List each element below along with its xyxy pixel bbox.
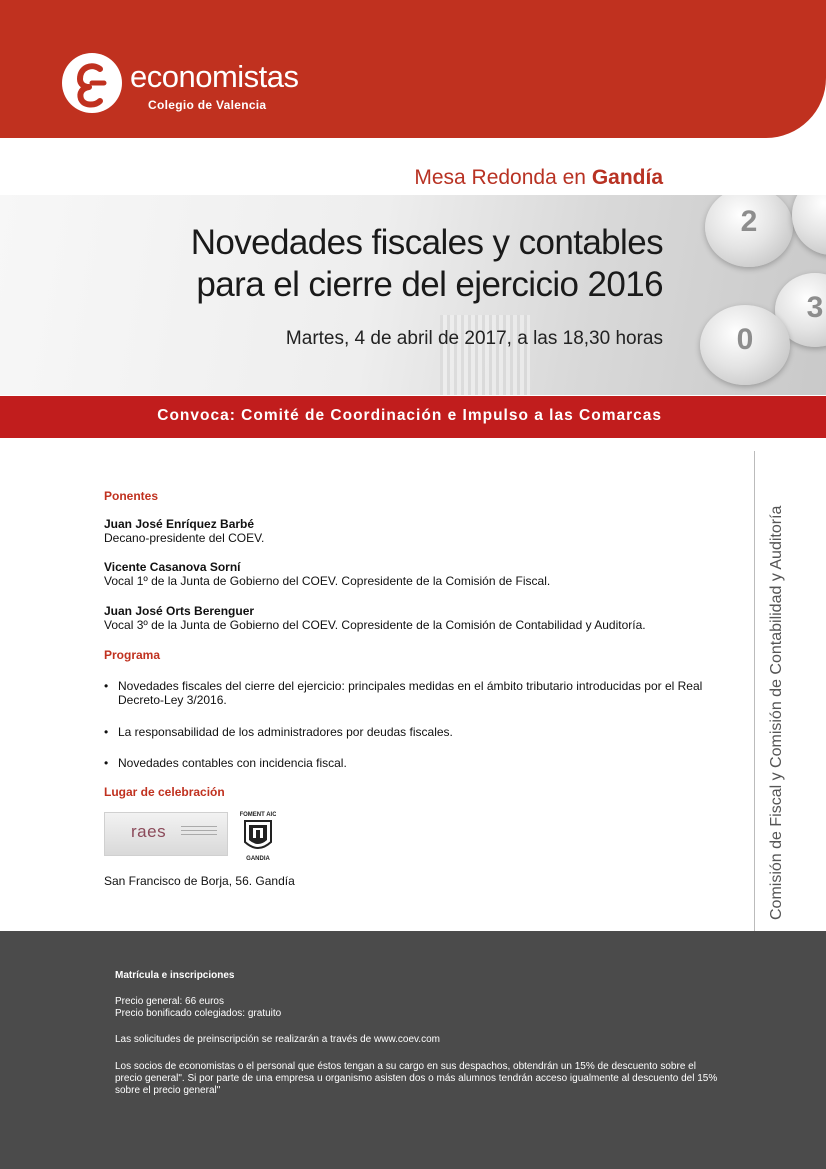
- brand-subtitle: Colegio de Valencia: [148, 98, 267, 112]
- event-title-line-1: Novedades fiscales y contables: [190, 223, 663, 262]
- raes-logo: [104, 812, 228, 856]
- lugar-heading: Lugar de celebración: [104, 785, 225, 799]
- programa-item: • Novedades fiscales del cierre del ejercicio: principales medidas en el ámbito tributario introducidas por el Real Decreto-Ley 3/2016.: [104, 679, 728, 707]
- footer-panel: [0, 931, 826, 1169]
- venue-address: San Francisco de Borja, 56. Gandía: [104, 874, 295, 888]
- raes-logo-text: raes: [131, 822, 167, 841]
- brand-name: economistas: [130, 59, 299, 94]
- event-type: [414, 166, 663, 190]
- programa-item: • Novedades contables con incidencia fiscal.: [104, 756, 728, 770]
- convoca-banner: [0, 396, 826, 438]
- footer-price-general: Precio general: 66 euros: [115, 996, 224, 1007]
- footer-title: Matrícula e inscripciones: [115, 970, 235, 981]
- speaker-role: Decano-presidente del COEV.: [104, 531, 265, 545]
- event-place: Gandía: [591, 166, 663, 189]
- hero-key: 2: [705, 195, 793, 267]
- hero-key: [792, 195, 826, 255]
- speaker-name: Juan José Enríquez Barbé: [104, 517, 255, 531]
- event-title: [191, 222, 663, 306]
- foment-logo-bottom-text: GANDIA: [246, 856, 270, 862]
- programa-heading: Programa: [104, 648, 161, 662]
- foment-logo-top-text: FOMENT AIC: [240, 812, 276, 818]
- footer-socios: Los socios de economistas o el personal que éstos tengan a su cargo en sus despachos, obtendrán un 15% de descuento sobre el precio general". Si por parte de una empresa u organismo asisten dos o más alumnos tendrán acceso igualmente al descuento del 15% sobre el precio general": [115, 1061, 718, 1096]
- speaker-name: Vicente Casanova Sorní: [104, 560, 241, 574]
- event-title-line-2: para el cierre del ejercicio 2016: [196, 265, 663, 304]
- footer-solicitudes: Las solicitudes de preinscripción se realizarán a través de www.coev.com: [115, 1034, 440, 1045]
- event-type-prefix: Mesa Redonda en: [414, 166, 586, 189]
- convoca-text: Convoca: Comité de Coordinación e Impulso a las Comarcas: [157, 407, 662, 424]
- ponentes-heading: Ponentes: [104, 489, 159, 503]
- sidebar-commission-text: Comisión de Fiscal y Comisión de Contabilidad y Auditoría: [768, 505, 785, 920]
- event-date: Martes, 4 de abril de 2017, a las 18,30 horas: [285, 328, 663, 349]
- hero-key: 0: [700, 305, 790, 385]
- footer-price-bonificado: Precio bonificado colegiados: gratuito: [115, 1008, 282, 1019]
- hero-key: 3: [775, 273, 826, 347]
- header-banner: [0, 0, 826, 138]
- speaker-role: Vocal 1º de la Junta de Gobierno del COEV. Copresidente de la Comisión de Fiscal.: [104, 574, 551, 588]
- speaker-role: Vocal 3º de la Junta de Gobierno del COEV. Copresidente de la Comisión de Contabilidad y Auditoría.: [104, 618, 646, 632]
- sidebar-divider: [754, 451, 755, 938]
- economistas-logo-icon: [62, 53, 122, 113]
- raes-logo-lines: [181, 826, 217, 827]
- speaker-name: Juan José Orts Berenguer: [104, 604, 255, 618]
- foment-logo: [240, 808, 276, 864]
- hero-background-strip: [440, 315, 530, 395]
- programa-item: • La responsabilidad de los administradores por deudas fiscales.: [104, 725, 728, 739]
